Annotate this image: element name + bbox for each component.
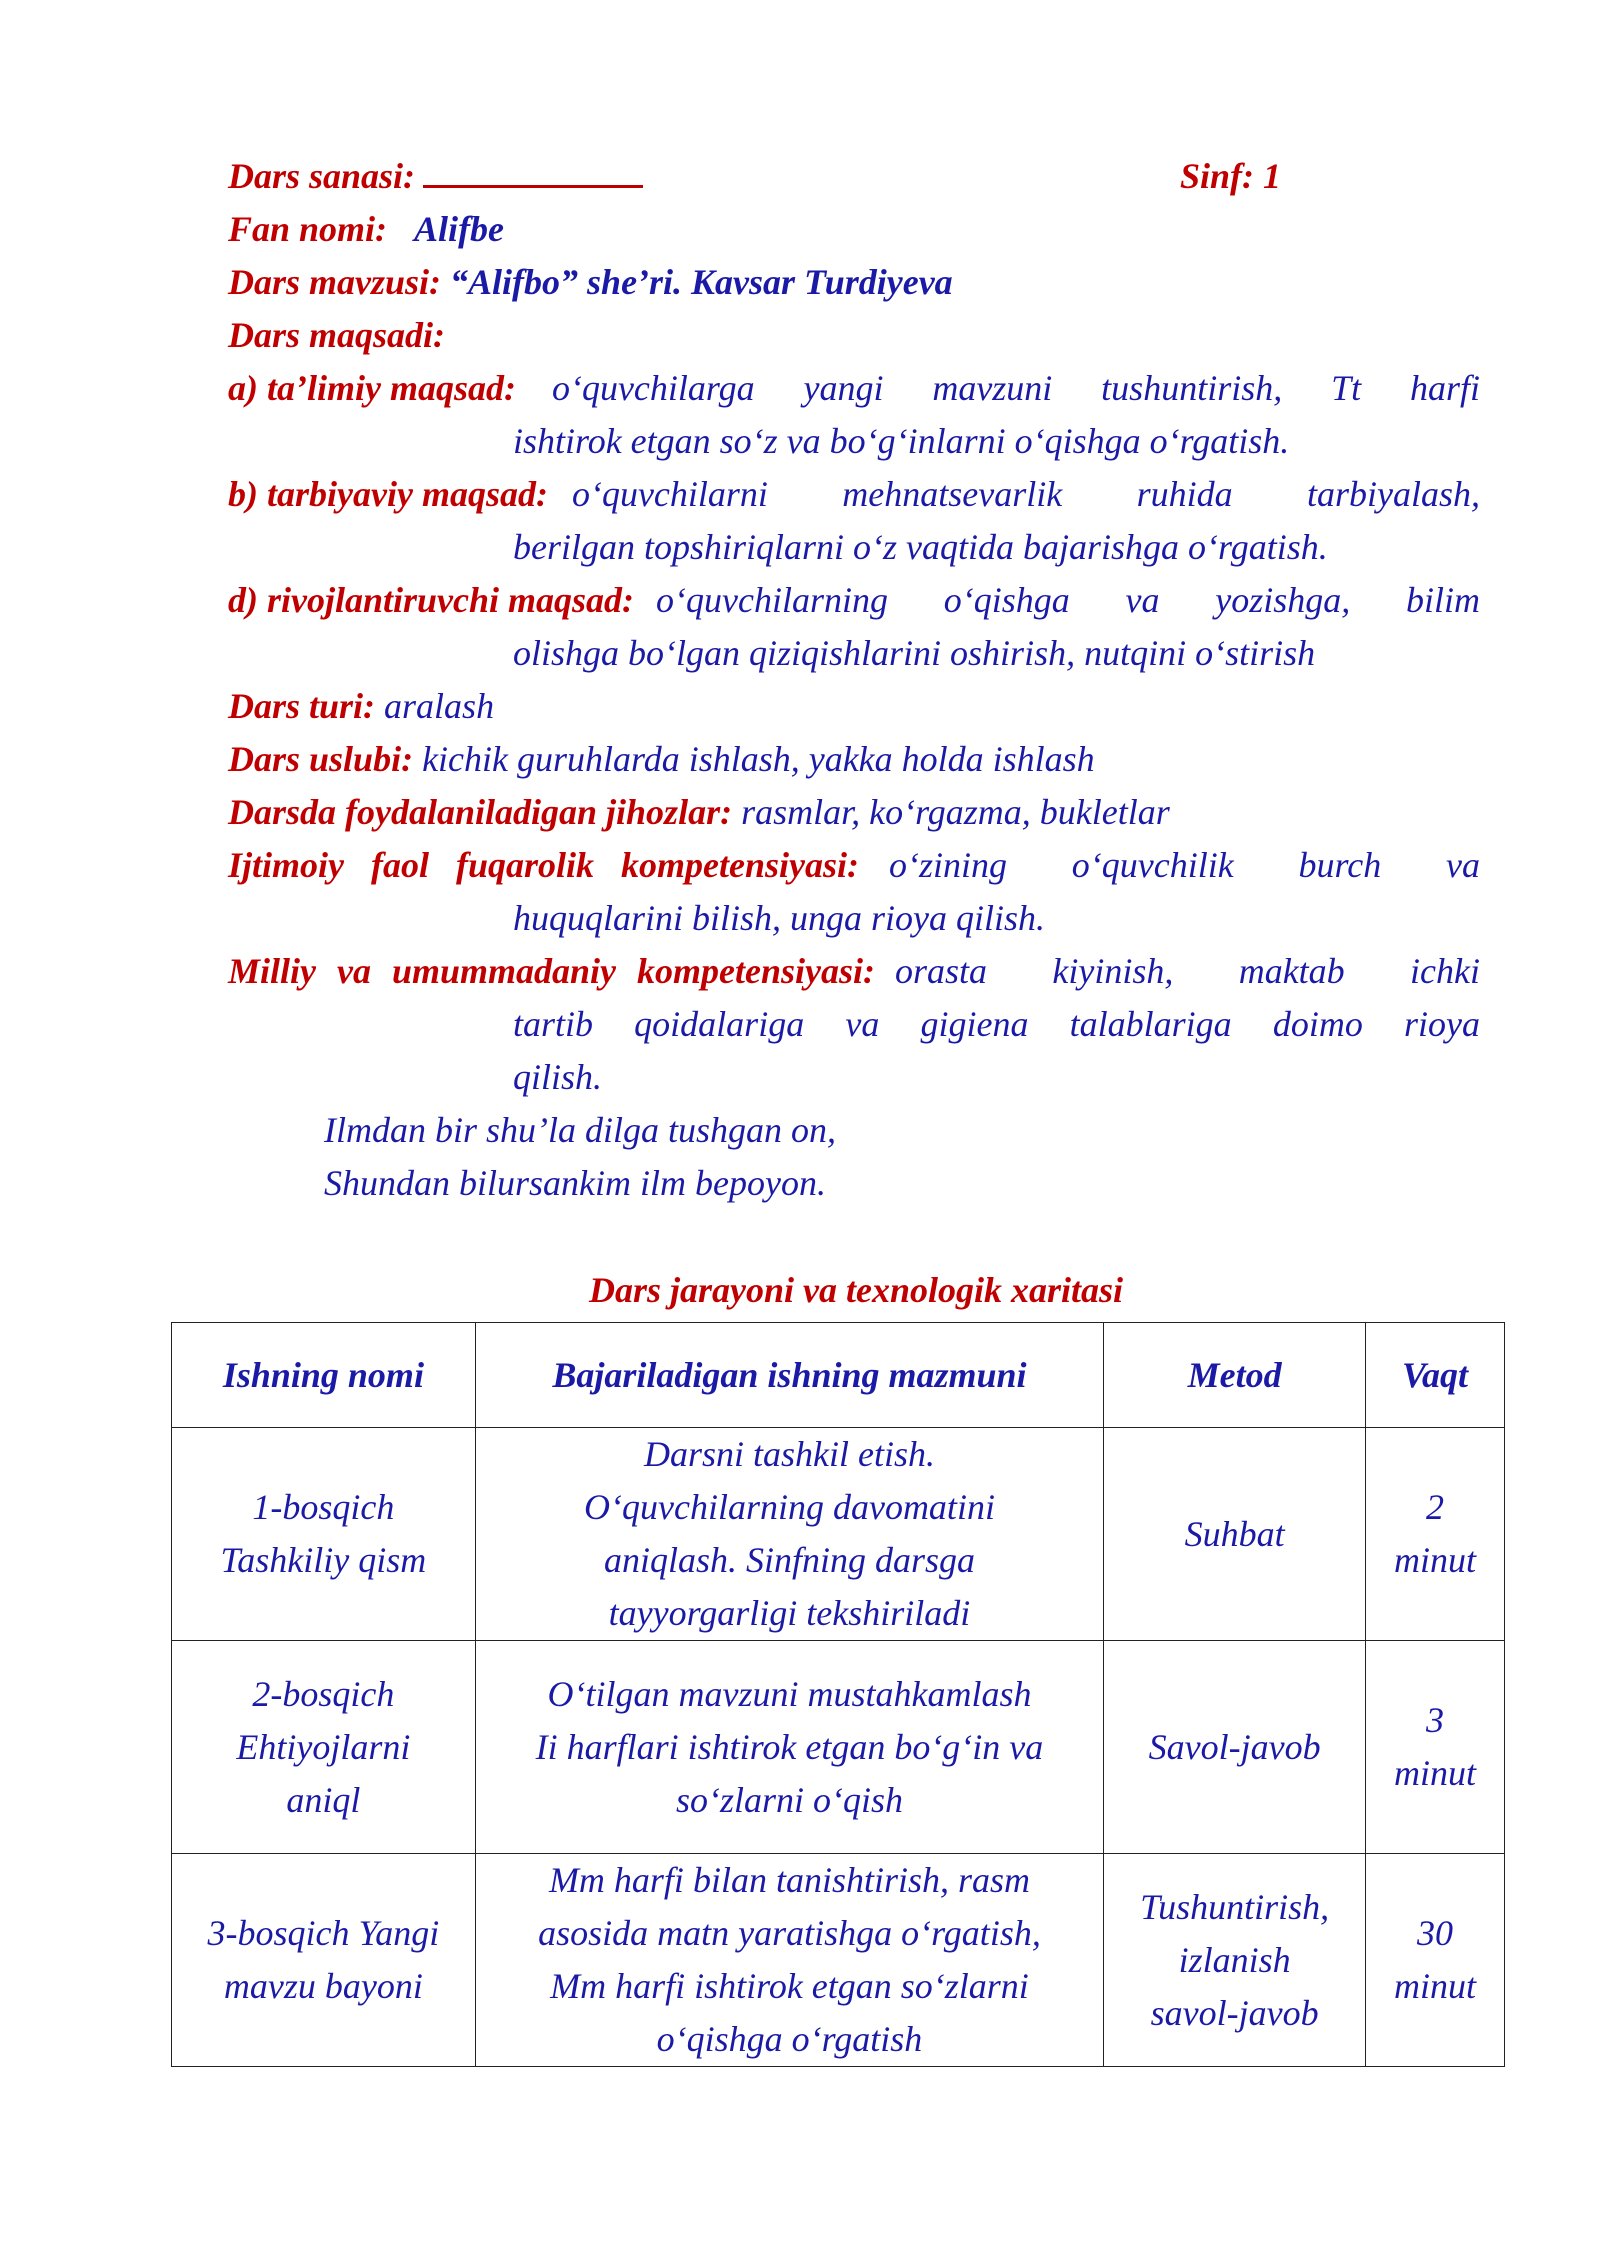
date-label: Dars sanasi: (228, 156, 416, 196)
stage-content (475, 1641, 1103, 1854)
goal-b-text2: berilgan topshiriqlarni o‘z vaqtida bajarishga o‘rgatish. (513, 527, 1328, 567)
stage-name (172, 1854, 476, 2067)
stage-method (1104, 1428, 1366, 1641)
culture-label: Milliy va umummadaniy kompetensiyasi: (228, 951, 875, 991)
stage-time-line: minut (1394, 1753, 1477, 1793)
type-line (228, 684, 494, 728)
goal-a-line1 (228, 366, 1480, 410)
goal-d-label: d) rivojlantiruvchi maqsad: (228, 580, 635, 620)
date-line (228, 154, 643, 198)
stage-content-line: so‘zlarni o‘qish (675, 1779, 903, 1820)
stage-method-line: Tushuntirish, (1140, 1886, 1330, 1927)
header-name: Ishning nomi (172, 1323, 476, 1428)
stage-method-line: Savol-javob (1148, 1726, 1321, 1767)
topic-value: “Alifbo” she’ri. Kavsar Turdiyeva (450, 262, 953, 302)
goal-b-text1: o‘quvchilarni mehnatsevarlik ruhida tarbiyalash, (571, 474, 1480, 514)
topic-label: Dars mavzusi: (228, 262, 442, 302)
culture-line1 (228, 949, 1480, 993)
header-method: Metod (1104, 1323, 1366, 1428)
stage-name-line: Tashkiliy qism (220, 1540, 427, 1580)
stage-time (1366, 1428, 1505, 1641)
stage-time-line: 30 (1417, 1913, 1454, 1953)
header-content: Bajariladigan ishning mazmuni (475, 1323, 1103, 1428)
date-blank (423, 155, 643, 188)
equipment-line (228, 790, 1170, 834)
stage-content-line: Mm harfi ishtirok etgan so‘zlarni (550, 1966, 1029, 2006)
stage-time (1366, 1854, 1505, 2067)
method-label: Dars uslubi: (228, 739, 414, 779)
stage-content-line: Mm harfi bilan tanishtirish, rasm (548, 1860, 1030, 1900)
stage-name-line: 2-bosqich (252, 1673, 395, 1714)
civic-label: Ijtimoiy faol fuqarolik kompetensiyasi: (228, 845, 859, 885)
civic-text2: huquqlarini bilish, unga rioya qilish. (513, 898, 1046, 938)
stage-time-line: minut (1394, 1540, 1477, 1580)
stage-content-line: asosida matn yaratishga o‘rgatish, (538, 1913, 1041, 1953)
culture-text2: tartib qoidalariga va gigiena talablariga doimo rioya (513, 1004, 1480, 1044)
poem-line2: Shundan bilursankim ilm bepoyon. (324, 1163, 826, 1203)
lesson-flow-table (171, 1322, 1505, 2067)
method-value: kichik guruhlarda ishlash, yakka holda ishlash (422, 739, 1095, 779)
civic-text1: o‘zining o‘quvchilik burch va (888, 845, 1480, 885)
stage-content-line: Ii harflari ishtirok etgan bo‘g‘in va (535, 1726, 1044, 1767)
goal-d-text1: o‘quvchilarning o‘qishga va yozishga, bilim (656, 580, 1480, 620)
stage-content-line: O‘tilgan mavzuni mustahkamlash (547, 1673, 1032, 1714)
stage-time-line: minut (1394, 1966, 1477, 2006)
stage-content (475, 1854, 1103, 2067)
stage-content-line: Darsni tashkil etish. (643, 1434, 935, 1474)
table-row (172, 1641, 1505, 1854)
table-row (172, 1428, 1505, 1641)
goal-b-line1 (228, 472, 1480, 516)
subject-line (228, 207, 504, 251)
type-value: aralash (384, 686, 495, 726)
stage-method (1104, 1641, 1366, 1854)
table-caption: Dars jarayoni va texnologik xaritasi (588, 1270, 1124, 1310)
stage-name-line: aniql (286, 1779, 361, 1820)
subject-label: Fan nomi: (228, 209, 388, 249)
stage-time-line: 3 (1426, 1700, 1445, 1740)
culture-text3: qilish. (513, 1057, 603, 1097)
culture-text1: orasta kiyinish, maktab ichki (895, 951, 1480, 991)
goal-a-label: a) ta’limiy maqsad: (228, 368, 516, 408)
stage-content-line: tayyorgarligi tekshiriladi (608, 1593, 971, 1633)
stage-name-line: Ehtiyojlarni (236, 1726, 411, 1767)
stage-time (1366, 1641, 1505, 1854)
topic-line (228, 260, 953, 304)
stage-name-line: mavzu bayoni (223, 1966, 423, 2006)
header-time: Vaqt (1366, 1323, 1505, 1428)
subject-value: Alifbe (414, 209, 505, 249)
stage-content-line: O‘quvchilarning davomatini (584, 1487, 995, 1527)
goal-label: Dars maqsadi: (228, 315, 446, 355)
goal-b-label: b) tarbiyaviy maqsad: (228, 474, 548, 514)
stage-content (475, 1428, 1103, 1641)
stage-method-line: Suhbat (1184, 1513, 1285, 1554)
class-label: Sinf: 1 (1180, 156, 1282, 196)
stage-method-line: savol-javob (1150, 1992, 1319, 2033)
poem-line1: Ilmdan bir shu’la dilga tushgan on, (324, 1110, 837, 1150)
stage-content-line: aniqlash. Sinfning darsga (603, 1540, 975, 1580)
goal-a-text2: ishtirok etgan so‘z va bo‘g‘inlarni o‘qishga o‘rgatish. (513, 421, 1290, 461)
civic-line1 (228, 843, 1480, 887)
equipment-value: rasmlar, ko‘rgazma, bukletlar (741, 792, 1170, 832)
stage-method-line: izlanish (1178, 1939, 1291, 1980)
stage-name-line: 1-bosqich (252, 1487, 395, 1527)
stage-name (172, 1641, 476, 1854)
table-header-row (172, 1323, 1505, 1428)
stage-name (172, 1428, 476, 1641)
type-label: Dars turi: (228, 686, 376, 726)
method-line (228, 737, 1095, 781)
stage-name-line: 3-bosqich Yangi (207, 1913, 440, 1953)
stage-content-line: o‘qishga o‘rgatish (656, 2019, 923, 2059)
goal-a-text1: o‘quvchilarga yangi mavzuni tushuntirish, Tt harfi (551, 368, 1480, 408)
stage-method (1104, 1854, 1366, 2067)
goal-d-text2: olishga bo‘lgan qiziqishlarini oshirish, nutqini o‘stirish (513, 633, 1316, 673)
table-row (172, 1854, 1505, 2067)
equipment-label: Darsda foydalaniladigan jihozlar: (228, 792, 733, 832)
stage-time-line: 2 (1426, 1487, 1445, 1527)
goal-d-line1 (228, 578, 1480, 622)
